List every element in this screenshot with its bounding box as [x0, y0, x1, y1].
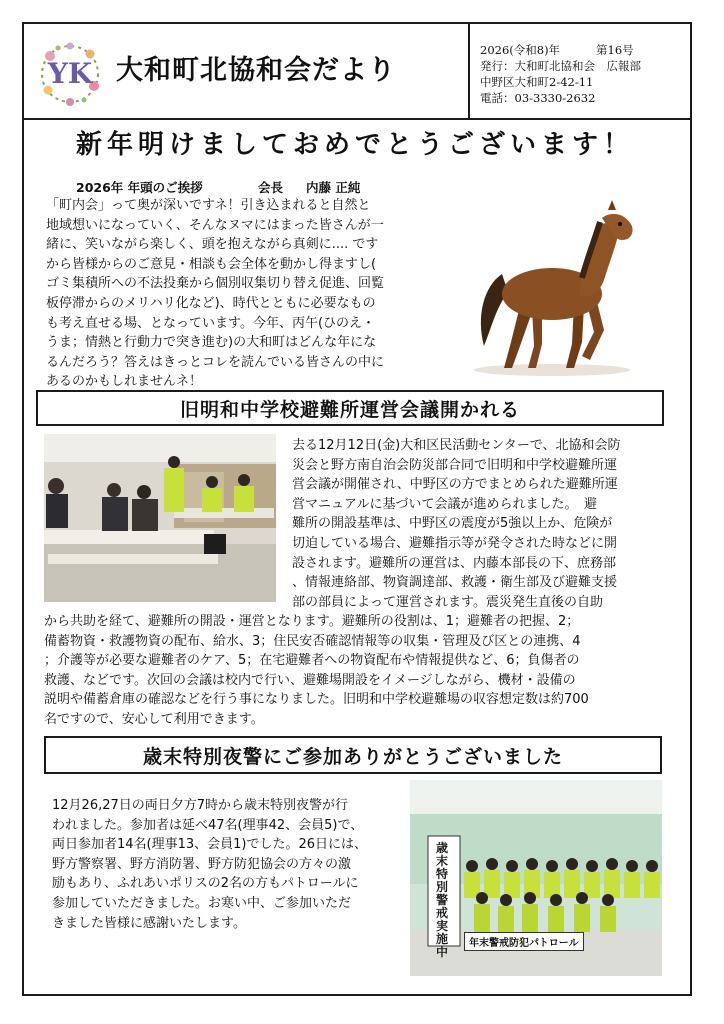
author-title: 会長 — [258, 180, 284, 195]
address: 中野区大和町2-42-11 — [480, 75, 594, 89]
horse-illustration — [462, 196, 642, 380]
shelter-meeting-body-right: 去る12月12日(金)大和区民活動センターで、北協和会防 災会と野方南自治会防災部合同で旧明和中学校避難所運 営会議が開催され、中野区の方でまとめられた避難所運 営マニュアルに基づいて会議が進められました。 避 難所の開設基準は、中野区の震度が5強以上か、危険が 切迫している場合、避難指示等が発令された時などに開 設されます。避難所の運営は、内藤本部長の下、庶務部 、情報連絡部、物資調達部、救護・衛生部及び避難支援 部の部員によって運営されます。震災発生直後の自助 — [292, 438, 621, 610]
patrol-body: 12月26,27日の両日夕方7時から歳末特別夜警が行 われました。参加者は延べ47名(理事42、会員5)で、 両日参加者14名(理事13、会員1)でした。26日には、 野方警察署、野方消防署、野方防犯協会の方々の激 励もあり、ふれあいポリスの2名の方もパトロールに 参加していただきました。お寒い中、ご参加いただ きました皆様に感謝いたします。 — [52, 798, 368, 931]
meeting-photo — [44, 434, 276, 602]
logo — [36, 40, 104, 108]
shelter-meeting-title: 旧明和中学校避難所運営会議開かれる — [36, 390, 664, 426]
publication-date: 2026(令和8)年 — [480, 43, 561, 57]
shelter-meeting-body-full: から共助を経て、避難所の開設・運営となります。避難所の役割は、1；避難者の把握、2； 備蓄物資・救護物資の配布、給水、3；住民安否確認情報等の収集・管理及び区との連携、4 ；介護等が必要な避難者のケア、5；在宅避難者への物資配布や情報提供など、6；負傷者の 救護、などです。次回の会議は校内で行い、避難場開設をイメージしながら、機材・設備の 説明や備蓄倉庫の確認などを行う事になりました。旧明和中学校避難場の収容想定数は約700 名ですので、安心して利用できます。 — [44, 614, 589, 727]
new-year-headline: 新年明けましておめでとうございます！ — [75, 130, 634, 160]
greeting-subtitle: 2026年 年頭のご挨拶 — [76, 180, 203, 195]
greeting-body: 「町内会」って奥が深いですネ！引き込まれると自然と 地域想いになっていく、そんなヌマにはまった皆さんが一 緒に、笑いながら楽しく、頭を抱えながら真剣に.... です から皆様からのご意見・相談も会全体を動かし得ますし( ゴミ集積所への不法投棄から個別収集切り替え促進、回覧 板停滞からのメリハリ化など)、時代とともに必要なもの も考え直せる場、となっています。今年、丙午(ひのえ・ うま；情熱と行動力で突き進む)の大和町はどんな年にな るんだろう？答えはきっとコレを読んでいる皆さんの中に あるのかもしれませんネ！ — [46, 198, 385, 390]
patrol-vertical-banner-text: 歳末特別警戒実施中 — [436, 841, 449, 959]
newsletter-title: 大和町北協和会だより — [116, 55, 396, 86]
issue-number: 第16号 — [596, 43, 634, 57]
patrol-horizontal-banner: 年末警戒防犯パトロール — [464, 932, 584, 951]
header-divider-vertical — [468, 22, 470, 118]
phone: 電話：03-3330-2632 — [480, 91, 596, 105]
logo-text: YK — [47, 57, 93, 90]
patrol-title: 歳末特別夜警にご参加ありがとうございました — [44, 736, 662, 774]
publisher: 発行：大和町北協和会 広報部 — [480, 59, 641, 73]
header-divider — [22, 118, 692, 120]
author-name: 内藤 正純 — [306, 180, 361, 195]
patrol-group-photo — [410, 780, 662, 976]
